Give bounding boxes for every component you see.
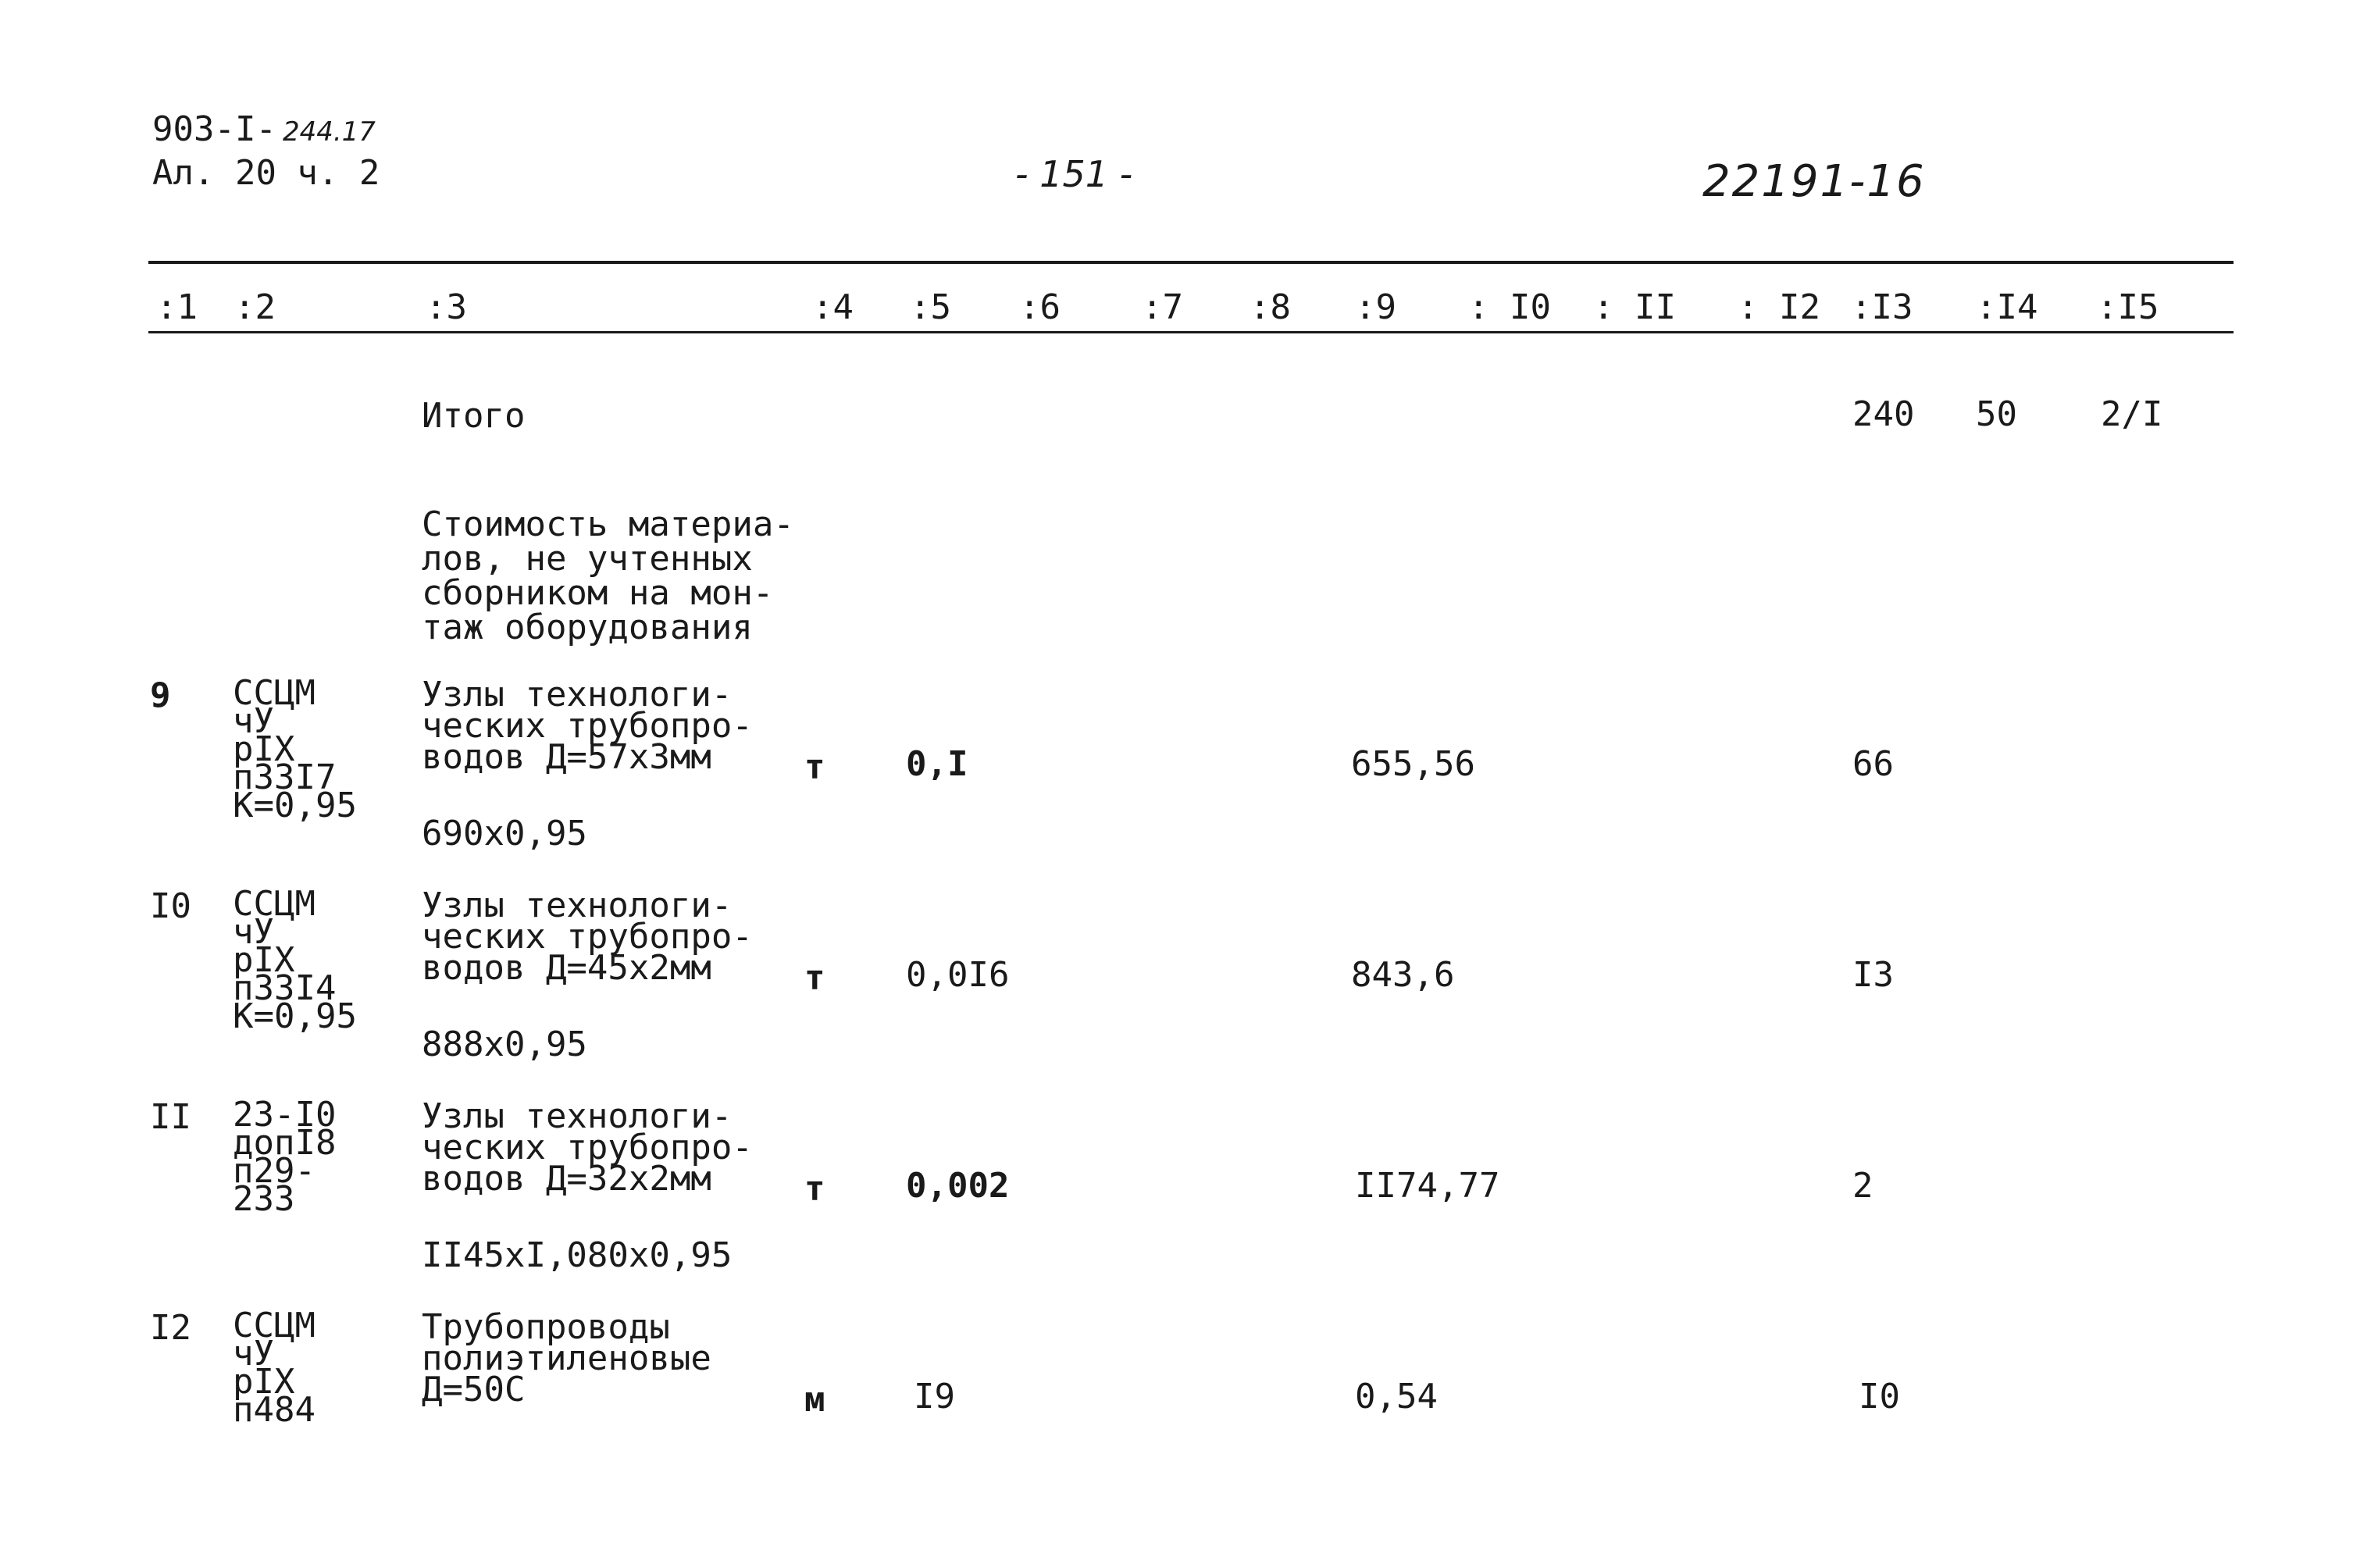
col-header-15: :I5 <box>2097 287 2159 327</box>
row-number: 9 <box>150 675 171 715</box>
row-price: 655,56 <box>1351 744 1475 784</box>
col-header-13: :I3 <box>1851 287 1913 327</box>
row-number: I2 <box>150 1308 191 1348</box>
row-price: II74,77 <box>1355 1166 1500 1206</box>
row-name: Узлы технологи- ческих трубопро- водов Д=57х3мм <box>422 675 753 777</box>
col-header-12: : I2 <box>1738 287 1820 327</box>
header-rule-bottom <box>148 331 2234 333</box>
col-header-6: :6 <box>1019 287 1061 327</box>
row-code: ССЦМ чУ рIX п33I4 К=0,95 <box>233 884 357 1036</box>
document-code-printed: 903-I- <box>152 109 276 149</box>
col-header-1: :1 <box>156 287 198 327</box>
col-header-9: :9 <box>1355 287 1396 327</box>
row-quantity: 0,I <box>906 744 968 784</box>
col-header-5: :5 <box>910 287 951 327</box>
totals-col14: 50 <box>1976 394 2017 434</box>
page-number: - 151 - <box>1015 153 1133 195</box>
totals-col15: 2/I <box>2101 394 2163 434</box>
row-total: I3 <box>1852 955 1894 995</box>
row-total: I0 <box>1859 1377 1900 1417</box>
row-code: 23-I0 допI8 п29- 233 <box>233 1095 337 1219</box>
row-name: Трубопроводы полиэтиленовые Д=50С <box>422 1307 711 1409</box>
row-unit: т <box>804 958 825 998</box>
col-header-8: :8 <box>1250 287 1291 327</box>
document-number: 22191-16 <box>1702 156 1926 207</box>
col-header-10: : I0 <box>1468 287 1551 327</box>
row-name: Узлы технологи- ческих трубопро- водов Д=32х2мм <box>422 1096 753 1199</box>
row-total: 2 <box>1852 1166 1873 1206</box>
col-header-7: :7 <box>1142 287 1183 327</box>
row-total: 66 <box>1852 744 1894 784</box>
row-unit: м <box>804 1380 825 1420</box>
row-code: ССЦМ чУ рIX п484 <box>233 1306 316 1430</box>
row-price: 843,6 <box>1351 955 1455 995</box>
row-quantity: I9 <box>914 1377 955 1417</box>
row-calc: 888х0,95 <box>422 1025 587 1064</box>
row-number: I0 <box>150 886 191 926</box>
col-header-2: :2 <box>234 287 276 327</box>
row-calc: II45хI,080х0,95 <box>422 1235 733 1275</box>
document-code <box>152 109 376 149</box>
row-quantity: 0,0I6 <box>906 955 1010 995</box>
row-quantity: 0,002 <box>906 1166 1010 1206</box>
col-header-4: :4 <box>812 287 854 327</box>
col-header-11: : II <box>1593 287 1676 327</box>
row-unit: т <box>804 747 825 787</box>
row-price: 0,54 <box>1355 1377 1438 1417</box>
col-header-3: :3 <box>426 287 467 327</box>
row-name: Узлы технологи- ческих трубопро- водов Д=45х2мм <box>422 886 753 988</box>
header-rule-top <box>148 261 2234 264</box>
sheet-reference: Ал. 20 ч. 2 <box>152 153 380 193</box>
section-note: Стоимость материа- лов, не учтенных сборником на мон- таж оборудования <box>422 504 794 647</box>
document-code-handwritten: 244.17 <box>282 116 376 148</box>
row-code: ССЦМ чУ рIX п33I7 К=0,95 <box>233 673 357 825</box>
row-number: II <box>150 1097 191 1137</box>
row-calc: 690х0,95 <box>422 814 587 853</box>
totals-col13: 240 <box>1852 394 1915 434</box>
col-header-14: :I4 <box>1976 287 2038 327</box>
row-unit: т <box>804 1169 825 1209</box>
totals-label: Итого <box>422 396 526 436</box>
